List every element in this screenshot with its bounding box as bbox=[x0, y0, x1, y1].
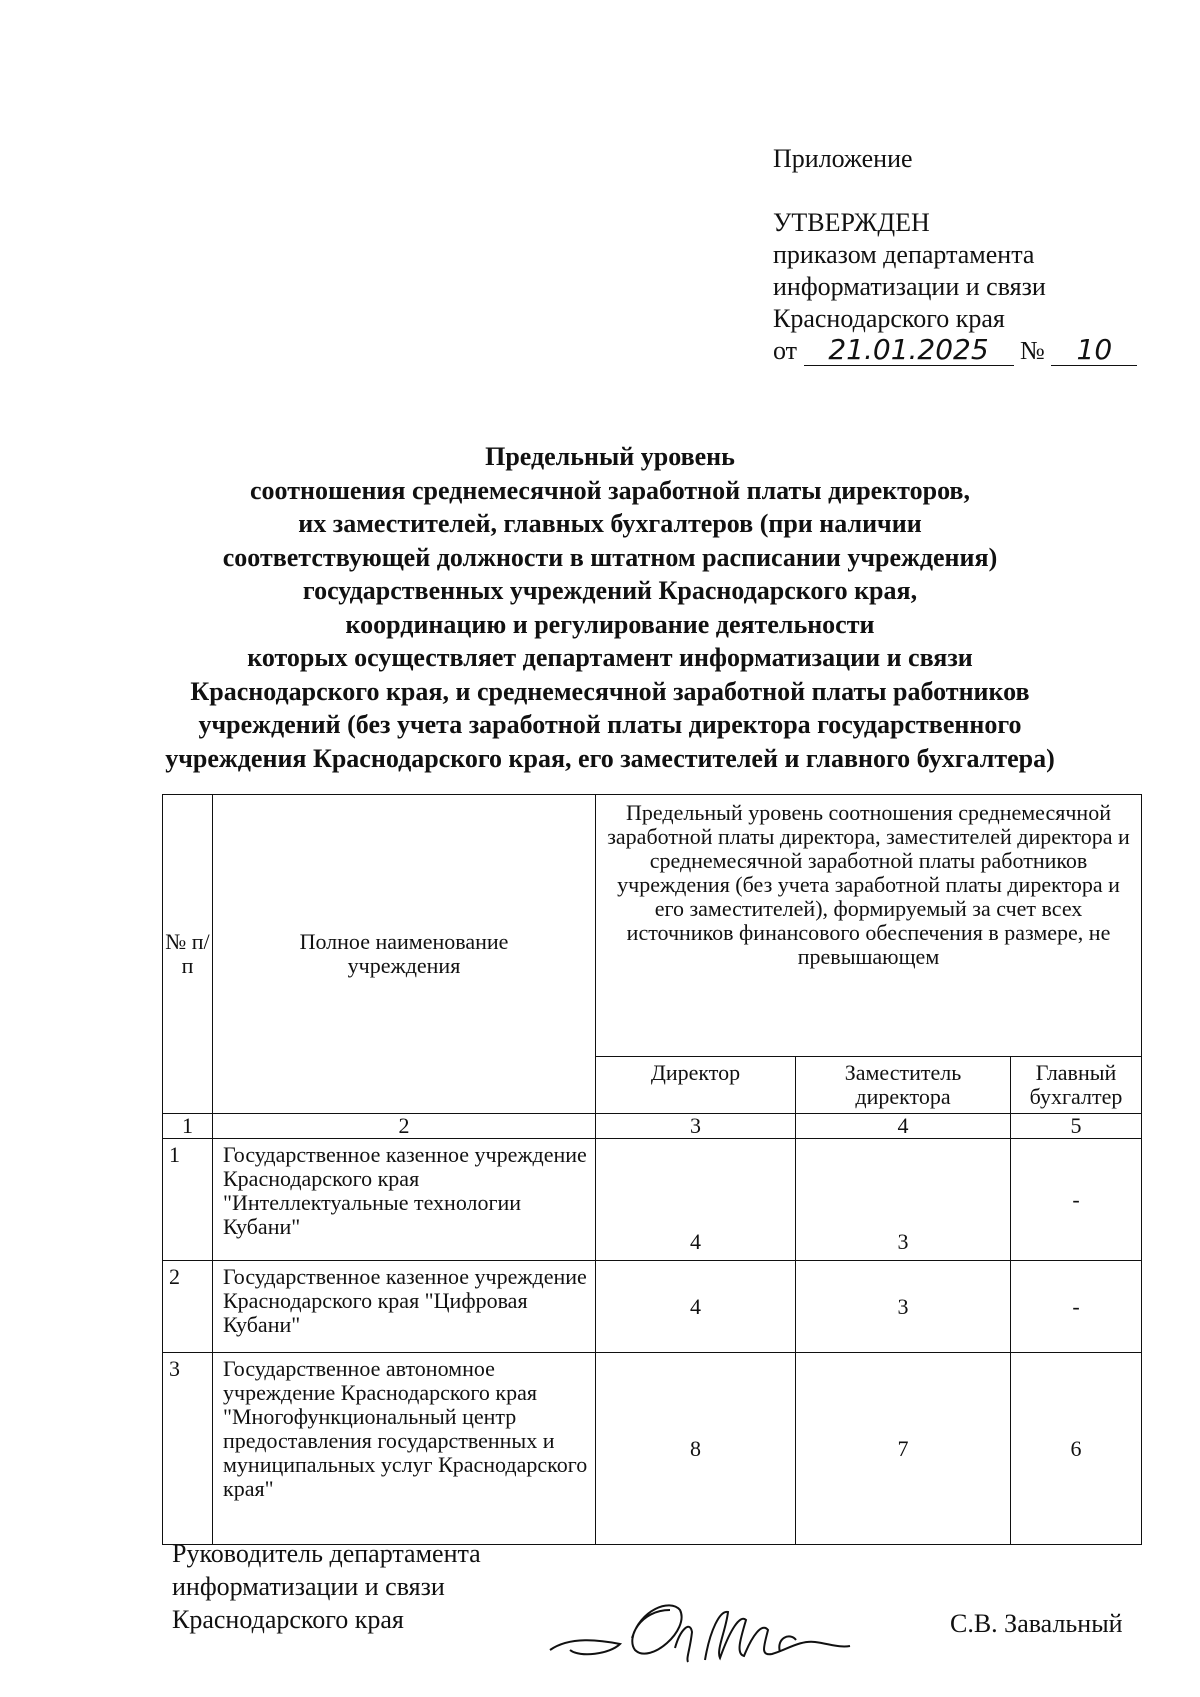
accountant-ratio: - bbox=[1011, 1261, 1142, 1353]
director-ratio: 4 bbox=[596, 1261, 796, 1353]
signer-position bbox=[172, 1537, 481, 1636]
header-number: № п/п bbox=[163, 795, 213, 1114]
order-number: 10 bbox=[1051, 335, 1137, 366]
institution-name: Государственное автономное учреждение Краснодарского края "Многофункциональный центр предоставления государственных и муниципальных услуг Краснодарского края" bbox=[213, 1353, 596, 1545]
institution-name: Государственное казенное учреждение Краснодарского края "Цифровая Кубани" bbox=[213, 1261, 596, 1353]
order-date-line bbox=[773, 335, 1137, 367]
deputy-ratio: 3 bbox=[796, 1139, 1011, 1261]
approval-line: Краснодарского края bbox=[773, 304, 1005, 333]
appendix-label: Приложение bbox=[773, 144, 913, 173]
signer-position-line: Руководитель департамента bbox=[172, 1539, 481, 1568]
row-number: 2 bbox=[163, 1261, 213, 1353]
deputy-ratio: 7 bbox=[796, 1353, 1011, 1545]
director-ratio: 4 bbox=[596, 1139, 796, 1261]
director-ratio: 8 bbox=[596, 1353, 796, 1545]
row-number: 3 bbox=[163, 1353, 213, 1545]
order-date: 21.01.2025 bbox=[804, 335, 1014, 366]
column-number: 3 bbox=[596, 1114, 796, 1139]
header-institution-name: Полное наименование учреждения bbox=[213, 795, 596, 1114]
column-number: 1 bbox=[163, 1114, 213, 1139]
number-prefix: № bbox=[1020, 336, 1045, 365]
title-line: Предельный уровень bbox=[485, 442, 735, 471]
handwritten-signature bbox=[540, 1570, 940, 1680]
approval-line: приказом департамента bbox=[773, 240, 1035, 269]
deputy-ratio: 3 bbox=[796, 1261, 1011, 1353]
column-number: 4 bbox=[796, 1114, 1011, 1139]
signer-position-line: информатизации и связи bbox=[172, 1572, 445, 1601]
title-line: учреждений (без учета заработной платы директора государственного bbox=[198, 710, 1022, 739]
title-line: Краснодарского края, и среднемесячной заработной платы работников bbox=[190, 676, 1030, 706]
column-number: 2 bbox=[213, 1114, 596, 1139]
table-row bbox=[163, 1353, 1142, 1545]
table-row bbox=[163, 1261, 1142, 1353]
column-number-row bbox=[163, 1114, 1142, 1139]
signer-position-line: Краснодарского края bbox=[172, 1605, 404, 1634]
approval-stamp: УТВЕРЖДЕН bbox=[773, 208, 930, 237]
header-deputy: Заместитель директора bbox=[796, 1057, 1011, 1114]
accountant-ratio: - bbox=[1011, 1139, 1142, 1261]
header-director: Директор bbox=[596, 1057, 796, 1114]
title-line: их заместителей, главных бухгалтеров (при наличии bbox=[298, 509, 922, 538]
title-line: государственных учреждений Краснодарского края, bbox=[302, 576, 918, 605]
title-line: учреждения Краснодарского края, его заместителей и главного бухгалтера) bbox=[165, 743, 1055, 773]
title-line: которых осуществляет департамент информатизации и связи bbox=[247, 643, 973, 672]
ratio-table bbox=[162, 794, 1142, 1545]
signer-name: С.В. Завальный bbox=[950, 1609, 1123, 1638]
header-accountant: Главный бухгалтер bbox=[1011, 1057, 1142, 1114]
column-number: 5 bbox=[1011, 1114, 1142, 1139]
table-row bbox=[163, 1139, 1142, 1261]
title-line: соответствующей должности в штатном расписании учреждения) bbox=[222, 542, 998, 572]
header-ratio-group: Предельный уровень соотношения среднемесячной заработной платы директора, заместителей директора и среднемесячной заработной платы работников учреждения (без учета заработной платы директора и его заместителей), формируемый за счет всех источников финансового обеспечения в размере, не превышающем bbox=[596, 795, 1142, 1057]
approval-line: информатизации и связи bbox=[773, 272, 1046, 301]
title-line: координацию и регулирование деятельности bbox=[345, 609, 875, 639]
title-line: соотношения среднемесячной заработной платы директоров, bbox=[250, 475, 970, 505]
row-number: 1 bbox=[163, 1139, 213, 1261]
institution-name: Государственное казенное учреждение Краснодарского края "Интеллектуальные технологии Кубани" bbox=[213, 1139, 596, 1261]
document-title bbox=[120, 440, 1100, 775]
accountant-ratio: 6 bbox=[1011, 1353, 1142, 1545]
approval-block bbox=[773, 207, 1137, 367]
date-prefix: от bbox=[773, 336, 798, 365]
